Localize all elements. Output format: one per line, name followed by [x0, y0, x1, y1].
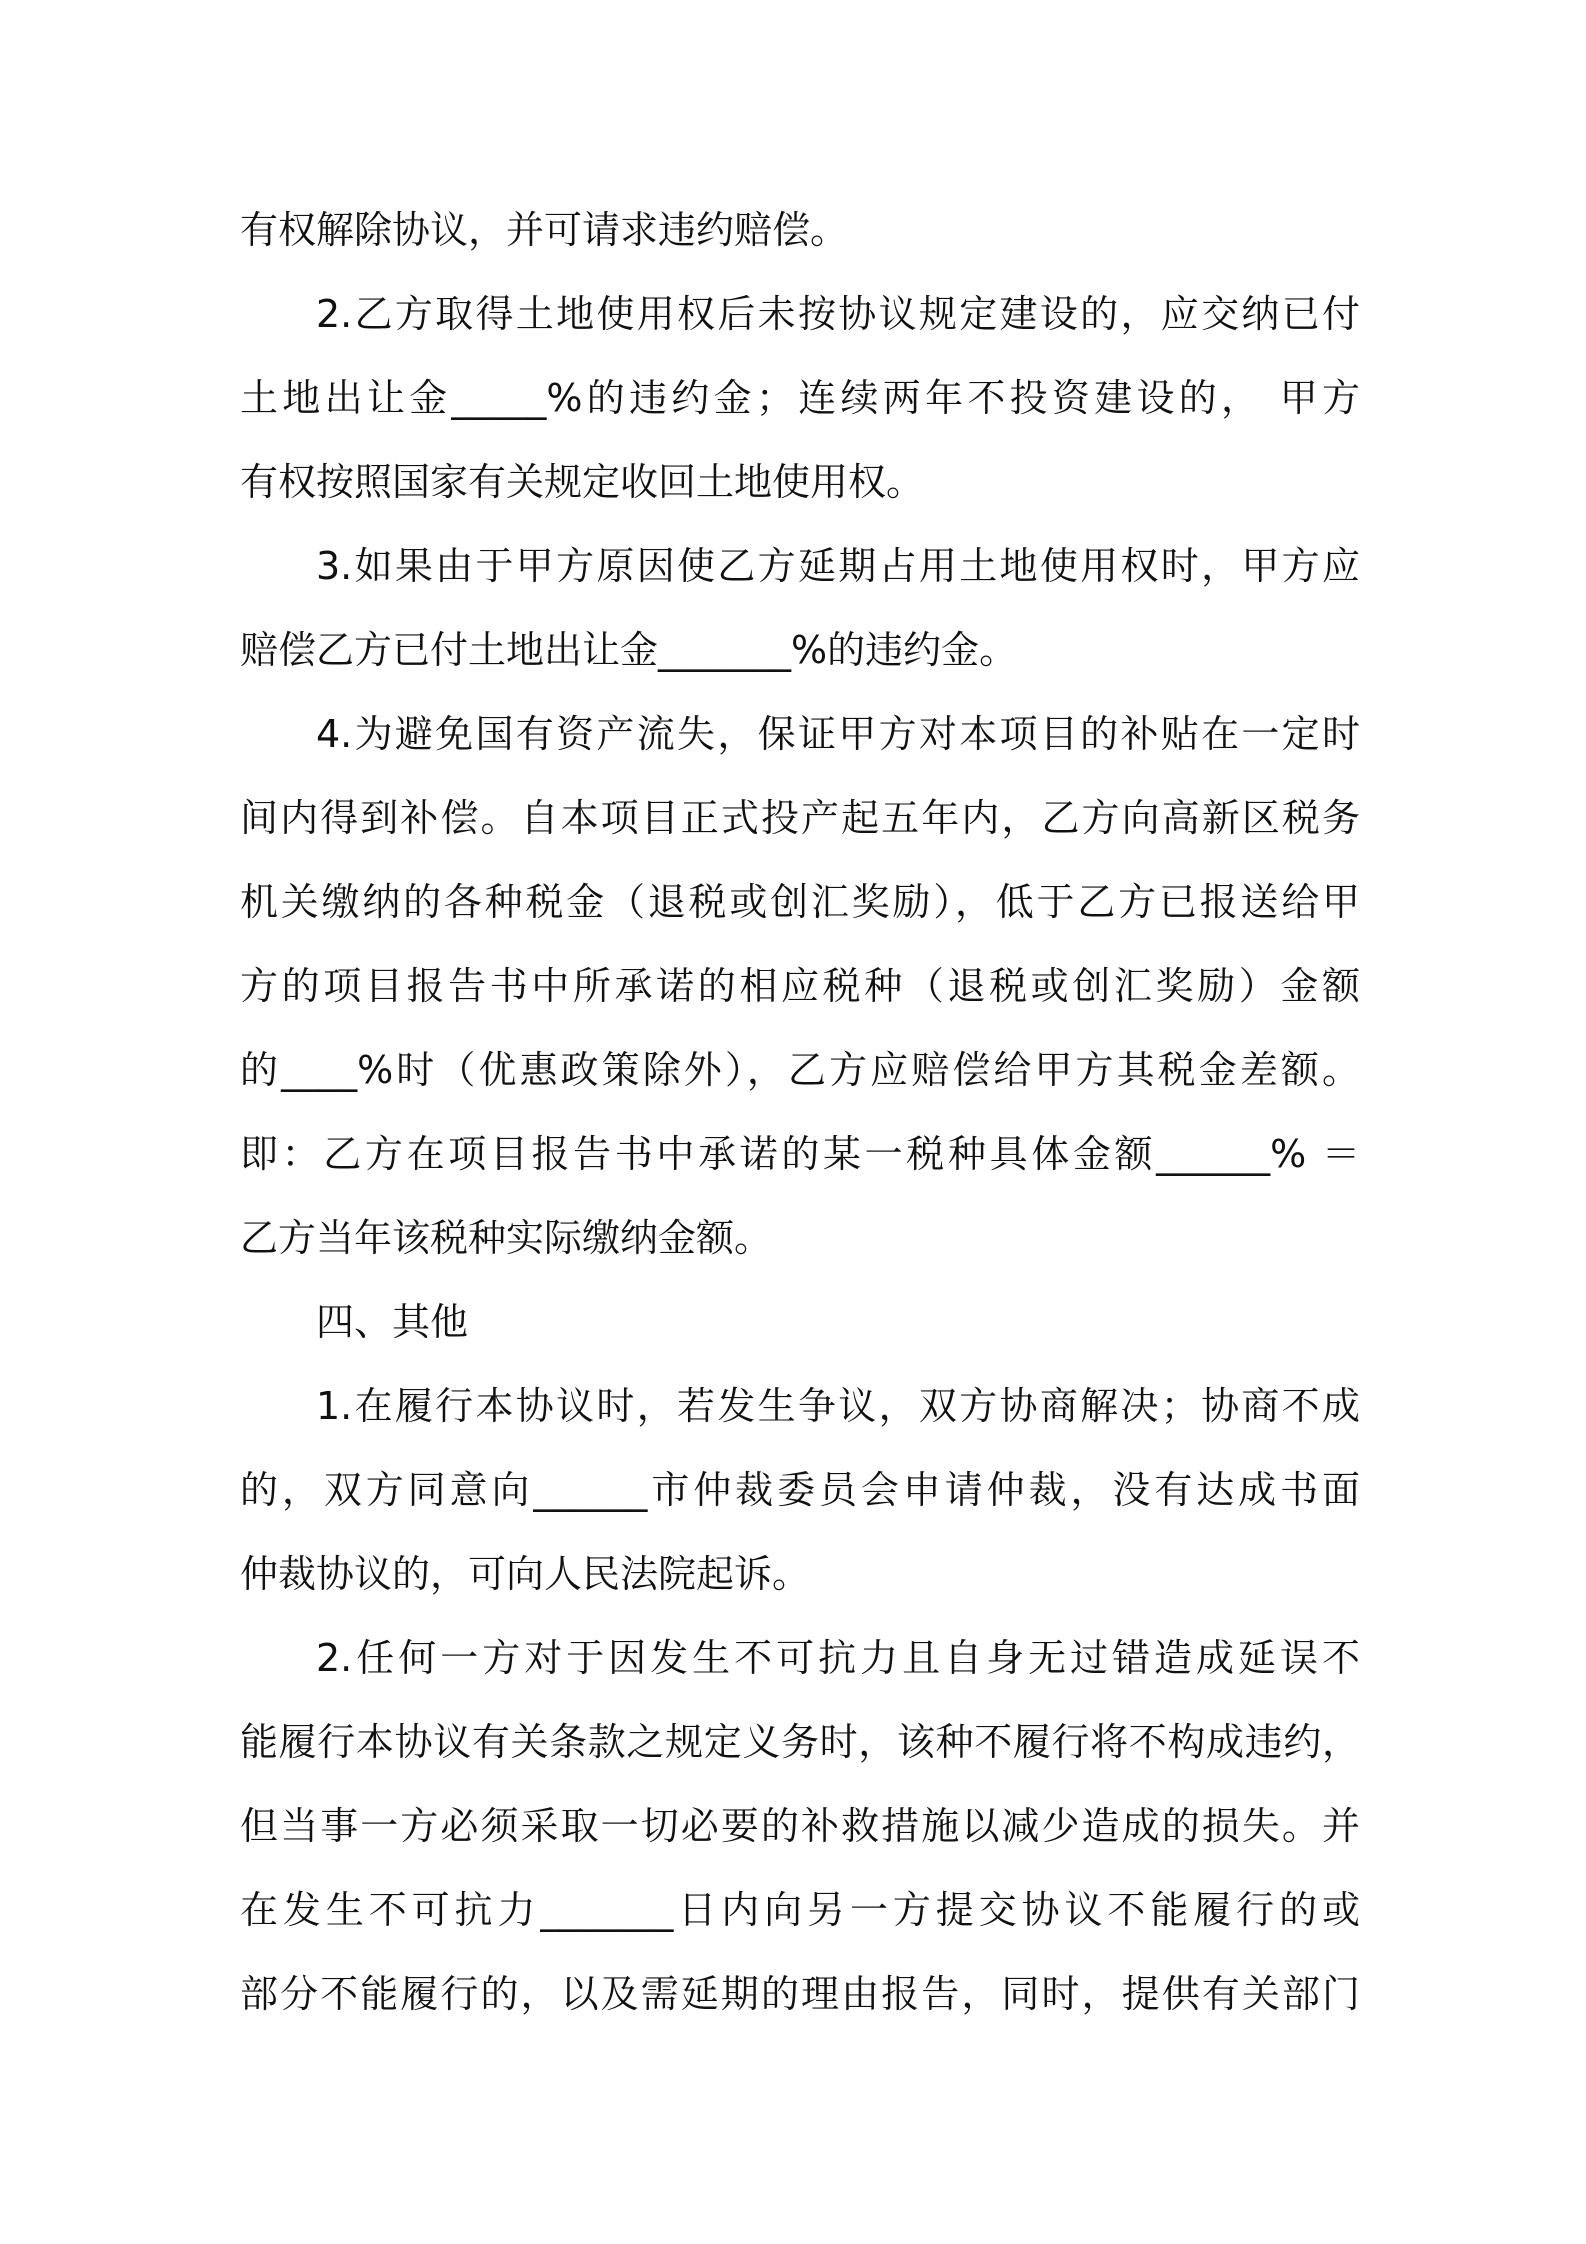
text-line: 能履行本协议有关条款之规定义务时，该种不履行将不构成违约， — [240, 1720, 1360, 1764]
text-line: 机关缴纳的各种税金（退税或创汇奖励），低于乙方已报送给甲 — [240, 880, 1360, 924]
text-line: 有权按照国家有关规定收回土地使用权。 — [240, 460, 925, 504]
text-line: 在发生不可抗力_______日内向另一方提交协议不能履行的或 — [240, 1888, 1360, 1932]
text-line: 间内得到补偿。自本项目正式投产起五年内，乙方向高新区税务 — [240, 796, 1360, 840]
text-line: 3.如果由于甲方原因使乙方延期占用土地使用权时，甲方应 — [316, 544, 1360, 588]
text-line: 2.任何一方对于因发生不可抗力且自身无过错造成延误不 — [316, 1636, 1360, 1680]
text-line: 赔偿乙方已付土地出让金_______%的违约金。 — [240, 628, 1018, 672]
text-line: 土地出让金_____%的违约金；连续两年不投资建设的， 甲方 — [240, 376, 1360, 420]
text-line: 仲裁协议的，可向人民法院起诉。 — [240, 1552, 811, 1596]
text-line: 乙方当年该税种实际缴纳金额。 — [240, 1216, 773, 1260]
text-line: 的，双方同意向______市仲裁委员会申请仲裁，没有达成书面 — [240, 1468, 1360, 1512]
text-line: 但当事一方必须采取一切必要的补救措施以减少造成的损失。并 — [240, 1804, 1360, 1848]
document-body — [240, 188, 1360, 2036]
text-line: 有权解除协议，并可请求违约赔偿。 — [240, 208, 849, 252]
text-line: 4.为避免国有资产流失，保证甲方对本项目的补贴在一定时 — [316, 712, 1360, 756]
text-line: 2.乙方取得土地使用权后未按协议规定建设的，应交纳已付 — [316, 292, 1360, 336]
text-line: 的____%时（优惠政策除外），乙方应赔偿给甲方其税金差额。 — [240, 1048, 1360, 1092]
text-line: 方的项目报告书中所承诺的相应税种（退税或创汇奖励）金额 — [240, 964, 1360, 1008]
text-line: 1.在履行本协议时，若发生争议，双方协商解决；协商不成 — [316, 1384, 1360, 1428]
text-line: 四、其他 — [316, 1300, 469, 1344]
text-line: 即：乙方在项目报告书中承诺的某一税种具体金额______% ＝ — [240, 1132, 1360, 1176]
text-line: 部分不能履行的，以及需延期的理由报告，同时，提供有关部门 — [240, 1972, 1360, 2016]
